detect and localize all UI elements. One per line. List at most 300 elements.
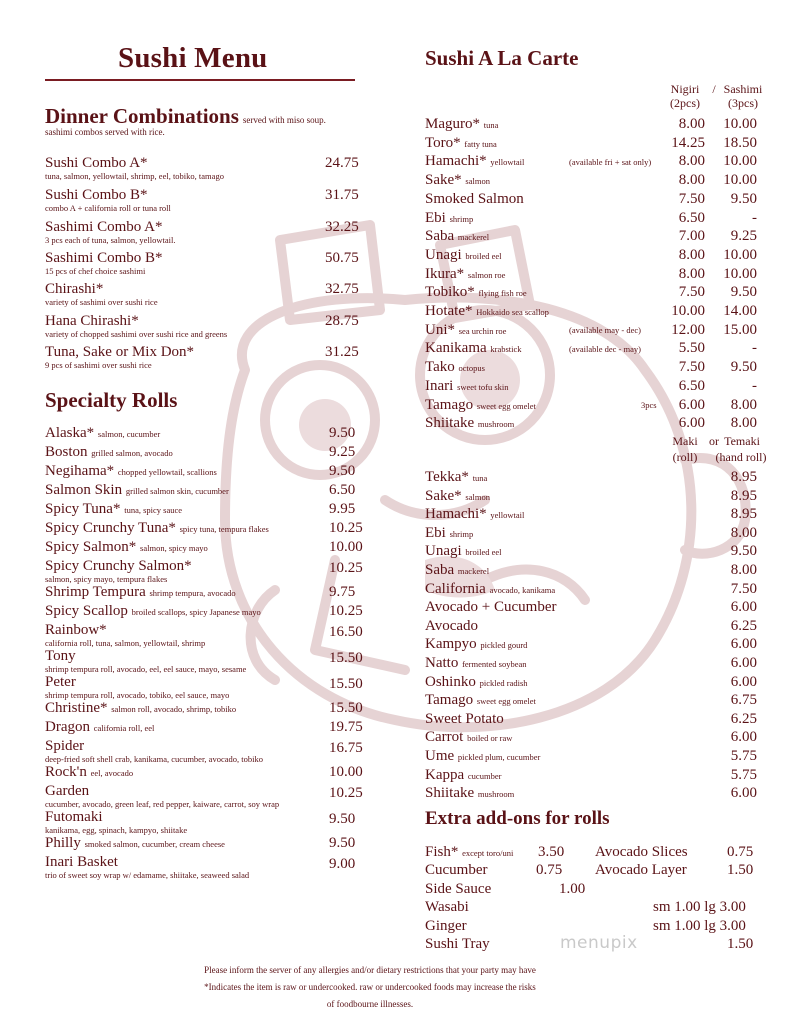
item-name-line <box>425 283 760 302</box>
item-desc: 9 pcs of sashimi over sushi rice <box>45 360 152 370</box>
item-price: 24.75 <box>325 155 359 171</box>
addon-side-sauce: Side Sauce <box>425 881 492 897</box>
item-name-line <box>45 539 361 556</box>
item-name: Maguro* <box>425 116 480 132</box>
addon-price: 1.50 <box>727 936 754 952</box>
sashimi-price: 9.25 <box>730 228 757 245</box>
menu-title: Sushi Menu <box>118 42 268 74</box>
item-name-line <box>425 171 760 190</box>
addon-avocado-layer: Avocado Layer <box>595 862 687 878</box>
item-desc: mushroom <box>477 419 515 430</box>
item-price: 6.50 <box>329 482 356 498</box>
a-la-carte-item <box>425 171 760 189</box>
item-name-line <box>425 524 760 543</box>
item-desc: eel, avocado <box>90 768 134 778</box>
item-name: Sashimi Combo B* <box>45 250 163 266</box>
sashimi-price: 9.50 <box>730 359 757 376</box>
item-availability-note: (available dec - may) <box>569 343 641 354</box>
item-name-line <box>425 396 760 415</box>
specialty-roll-item <box>45 622 361 648</box>
item-price: 9.50 <box>329 425 356 441</box>
item-desc: tuna <box>472 473 488 483</box>
item-name: Negihama* <box>45 463 115 479</box>
item-desc: octopus <box>458 363 485 374</box>
item-desc: yellowtail <box>490 157 525 168</box>
item-name-line <box>425 673 760 692</box>
specialty-roll-item <box>45 584 361 601</box>
item-name: Hotate* <box>425 303 473 319</box>
item-name-line <box>45 425 361 442</box>
item-desc: krabstick <box>490 344 522 355</box>
sashimi-price: 14.00 <box>723 303 757 319</box>
allergy-footer <box>120 962 620 1013</box>
item-desc: broiled scallops, spicy Japanese mayo <box>131 607 261 617</box>
maki-item <box>425 728 760 746</box>
item-name: Spicy Crunchy Salmon* <box>45 558 192 574</box>
item-name: Dragon <box>45 719 90 735</box>
item-name: Inari <box>425 377 454 394</box>
item-desc: shrimp <box>449 213 474 224</box>
maki-price: 8.00 <box>730 524 757 541</box>
maki-price: 8.00 <box>730 562 757 578</box>
maki-item <box>425 654 760 672</box>
item-name-line <box>45 719 361 736</box>
item-desc: spicy tuna, tempura flakes <box>179 524 269 534</box>
item-desc: salmon, spicy mayo <box>140 543 208 553</box>
dinner-item <box>45 155 361 181</box>
maki-price: 6.00 <box>730 673 757 690</box>
item-name: Tamago <box>425 396 474 413</box>
item-name: California <box>425 580 486 597</box>
item-name: Hana Chirashi* <box>45 313 139 329</box>
item-name: Sushi Combo B* <box>45 187 148 203</box>
specialty-roll-item <box>45 809 361 835</box>
a-la-carte-item <box>425 396 760 414</box>
specialty-roll-item <box>45 603 361 620</box>
item-name: Spicy Crunchy Tuna* <box>45 520 176 536</box>
dinner-item <box>45 219 361 245</box>
maki-price: 6.00 <box>730 655 757 671</box>
item-desc: sea urchin roe <box>458 325 507 336</box>
sashimi-price: 8.00 <box>730 415 757 432</box>
item-name-line <box>45 674 361 690</box>
a-la-carte-item <box>425 265 760 283</box>
addon-price: 3.50 <box>538 844 565 860</box>
item-desc: shrimp tempura, avocado <box>149 588 236 598</box>
item-name: Sushi Combo A* <box>45 155 148 171</box>
item-name: Sweet Potato <box>425 710 504 727</box>
sashimi-price: 9.50 <box>730 190 757 207</box>
nigiri-price: 7.50 <box>678 359 705 376</box>
item-desc: salmon, cucumber <box>97 429 161 439</box>
nigiri-price: 14.25 <box>671 134 705 151</box>
item-price: 9.50 <box>329 463 356 479</box>
item-desc: pickled radish <box>479 677 528 688</box>
item-subdesc: shrimp tempura roll, avocado, tobiko, eel sauce, mayo <box>45 690 230 700</box>
item-desc: combo A + california roll or tuna roll <box>45 203 171 213</box>
item-name: Shrimp Tempura <box>45 584 146 600</box>
item-desc: mackerel <box>457 566 490 576</box>
item-name: Sake* <box>425 172 462 189</box>
item-name: Sake* <box>425 487 462 504</box>
item-name: Hamachi* <box>425 153 487 170</box>
specialty-roll-item <box>45 674 361 700</box>
maki-price: 6.25 <box>730 710 757 727</box>
item-name: Shiitake <box>425 785 475 802</box>
item-name: Boston <box>45 444 88 460</box>
maki-price: 5.75 <box>730 748 757 764</box>
nigiri-header: Nigiri <box>670 82 700 96</box>
maki-item <box>425 524 760 542</box>
header-slash: / <box>712 82 716 96</box>
item-desc: shrimp <box>449 528 474 539</box>
maki-price: 6.00 <box>730 785 757 802</box>
addon-sushi-tray: Sushi Tray <box>425 936 490 952</box>
item-name: Rock'n <box>45 764 87 780</box>
maki-item <box>425 766 760 784</box>
maki-item <box>425 673 760 691</box>
maki-price: 8.95 <box>730 487 757 504</box>
maki-item <box>425 635 760 653</box>
menupix-watermark: menupix <box>560 933 638 953</box>
nigiri-price: 8.00 <box>678 153 705 170</box>
item-name-line <box>45 700 361 717</box>
nigiri-price: 6.00 <box>678 415 705 432</box>
item-subdesc: california roll, tuna, salmon, yellowtail, shrimp <box>45 638 206 648</box>
item-name-line <box>425 227 760 246</box>
item-name-line <box>425 766 760 785</box>
addon-price: sm 1.00 lg 3.00 <box>653 918 746 934</box>
maki-item <box>425 747 760 765</box>
sashimi-price: 10.00 <box>723 265 757 282</box>
item-desc: flying fish roe <box>478 288 527 299</box>
a-la-carte-item <box>425 246 760 264</box>
item-desc: broiled eel <box>465 547 502 558</box>
dinner-heading-text: Dinner Combinations <box>45 104 239 128</box>
item-desc: mackerel <box>457 232 490 243</box>
item-subdesc: trio of sweet soy wrap w/ edamame, shiitake, seaweed salad <box>45 870 250 880</box>
item-subdesc: deep-fried soft shell crab, kanikama, cucumber, avocado, tobiko <box>45 754 263 764</box>
item-name: Tamago <box>425 692 474 709</box>
addon-price: 0.75 <box>536 862 563 878</box>
item-name: Ikura* <box>425 265 465 282</box>
specialty-roll-item <box>45 482 361 499</box>
item-name-line <box>425 468 760 487</box>
maki-price: 6.00 <box>730 599 757 616</box>
item-name-line <box>45 520 361 537</box>
specialty-roll-item <box>45 463 361 480</box>
item-name: Kappa <box>425 766 465 783</box>
item-desc: salmon <box>465 176 490 187</box>
dinner-note-soup: served with miso soup. <box>242 115 326 125</box>
item-name: Smoked Salmon <box>425 190 524 207</box>
item-name-line <box>45 603 361 620</box>
item-price: 9.50 <box>329 835 356 851</box>
item-name-line <box>425 339 760 358</box>
item-name: Philly <box>45 835 81 851</box>
addon-cucumber: Cucumber <box>425 862 488 878</box>
item-name: Christine* <box>45 700 108 716</box>
item-name: Tony <box>45 648 76 664</box>
nigiri-price: 10.00 <box>671 303 705 319</box>
item-name-line <box>45 482 361 499</box>
item-name-line <box>425 654 760 673</box>
specialty-roll-item <box>45 783 361 809</box>
item-name: Spicy Scallop <box>45 603 128 619</box>
item-name: Salmon Skin <box>45 482 123 498</box>
item-name: Tobiko* <box>425 284 475 301</box>
item-desc: sweet egg omelet <box>476 400 536 411</box>
item-desc: chopped yellowtail, scallions <box>117 467 217 477</box>
item-name-line <box>45 648 361 664</box>
item-name-line <box>425 190 760 208</box>
item-price: 28.75 <box>325 313 359 329</box>
dinner-item <box>45 187 361 213</box>
item-availability-note: 3pcs <box>641 399 657 410</box>
addon-desc: except toro/uni <box>462 848 514 858</box>
item-desc: sweet tofu skin <box>457 381 509 392</box>
nigiri-price: 8.00 <box>678 172 705 189</box>
item-desc: fermented soybean <box>462 659 527 669</box>
item-name-line <box>425 358 760 377</box>
item-price: 31.25 <box>325 344 359 360</box>
item-name-line <box>425 134 760 153</box>
a-la-carte-item <box>425 358 760 376</box>
item-price: 32.75 <box>325 281 359 297</box>
item-price: 9.95 <box>329 501 356 517</box>
item-name: Unagi <box>425 246 462 263</box>
maki-price: 7.50 <box>730 580 757 597</box>
item-name-line <box>45 622 361 638</box>
item-name: Spicy Tuna* <box>45 501 121 517</box>
sashimi-price: 10.00 <box>723 246 757 263</box>
item-name: Kampyo <box>425 636 477 653</box>
item-desc: pickled plum, cucumber <box>457 752 541 762</box>
dinner-combinations-heading <box>45 105 375 128</box>
item-price: 10.25 <box>329 560 363 576</box>
item-desc: salmon roe <box>467 269 506 280</box>
addons-heading: Extra add-ons for rolls <box>425 808 610 829</box>
item-name-line <box>425 209 760 228</box>
maki-price: 6.00 <box>730 636 757 653</box>
addon-price: sm 1.00 lg 3.00 <box>653 899 746 915</box>
item-price: 15.50 <box>329 676 363 692</box>
a-la-carte-item <box>425 283 760 301</box>
nigiri-subheader: (2pcs) <box>670 96 700 110</box>
nigiri-price: 6.00 <box>678 396 705 413</box>
maki-price: 9.50 <box>730 543 757 560</box>
nigiri-price: 7.00 <box>678 228 705 245</box>
item-name-line <box>425 710 760 728</box>
item-desc: fatty tuna <box>464 138 497 149</box>
item-name: Alaska* <box>45 425 95 441</box>
addon-price: 1.00 <box>559 881 586 897</box>
sashimi-price: 15.00 <box>723 321 757 338</box>
dinner-item <box>45 250 361 276</box>
item-desc: grilled salmon skin, cucumber <box>125 486 229 496</box>
item-subdesc: shrimp tempura roll, avocado, eel, eel sauce, mayo, sesame <box>45 664 247 674</box>
item-name-line <box>425 728 760 747</box>
nigiri-price: 5.50 <box>678 340 705 357</box>
item-name-line <box>425 265 760 284</box>
item-name: Carrot <box>425 729 464 746</box>
item-name-line <box>425 377 760 396</box>
a-la-carte-item <box>425 152 760 170</box>
item-desc: california roll, eel <box>93 723 155 733</box>
nigiri-price: 12.00 <box>671 321 705 338</box>
item-name-line <box>425 784 760 803</box>
item-price: 10.00 <box>329 764 363 780</box>
dinner-item <box>45 313 361 339</box>
item-name: Toro* <box>425 134 461 151</box>
item-desc: tuna, spicy sauce <box>124 505 183 515</box>
item-name: Tuna, Sake or Mix Don* <box>45 344 195 360</box>
item-price: 16.50 <box>329 624 363 640</box>
item-name-line <box>45 584 361 601</box>
item-price: 9.25 <box>329 444 356 460</box>
specialty-roll-item <box>45 700 361 717</box>
maki-header: Maki <box>672 434 698 448</box>
item-price: 15.50 <box>329 650 363 666</box>
nigiri-price: 6.50 <box>678 377 705 394</box>
item-desc: sweet egg omelet <box>476 696 536 707</box>
item-name-line <box>425 115 760 134</box>
maki-price: 5.75 <box>730 766 757 783</box>
maki-item <box>425 580 760 598</box>
sashimi-header: Sashimi <box>723 82 763 96</box>
maki-price: 8.95 <box>730 506 757 523</box>
item-price: 16.75 <box>329 740 363 756</box>
maki-item <box>425 691 760 709</box>
item-desc: pickled gourd <box>480 640 528 651</box>
item-name-line <box>425 691 760 710</box>
addon-wasabi: Wasabi <box>425 899 469 915</box>
item-desc: broiled eel <box>465 250 502 261</box>
item-availability-note: (available may - dec) <box>569 325 641 335</box>
item-desc: Hokkaido sea scallop <box>476 307 549 317</box>
item-name-line <box>425 487 760 506</box>
item-desc: grilled salmon, avocado <box>91 448 173 458</box>
maki-item <box>425 561 760 579</box>
specialty-roll-item <box>45 444 361 461</box>
specialty-roll-item <box>45 835 361 852</box>
maki-item <box>425 468 760 486</box>
item-subdesc: cucumber, avocado, green leaf, red pepper, kaiware, carrot, soy wrap <box>45 799 280 809</box>
item-name-line <box>45 738 361 754</box>
item-name: Unagi <box>425 543 462 560</box>
item-name: Avocado + Cucumber <box>425 599 557 616</box>
item-price: 32.25 <box>325 219 359 235</box>
dinner-note-rice: sashimi combos served with rice. <box>45 127 165 137</box>
footer-line: *Indicates the item is raw or undercooked. raw or undercooked foods may increase the risks <box>204 982 536 992</box>
item-name: Chirashi* <box>45 281 104 297</box>
item-name-line <box>425 580 760 599</box>
specialty-roll-item <box>45 520 361 537</box>
item-name-line <box>425 152 760 171</box>
maki-item <box>425 710 760 728</box>
sashimi-price: 18.50 <box>723 134 757 151</box>
item-price: 19.75 <box>329 719 363 735</box>
item-name-line <box>425 617 760 635</box>
sashimi-price: - <box>752 377 757 394</box>
item-name-line <box>45 444 361 461</box>
item-desc: yellowtail <box>490 510 525 521</box>
specialty-rolls-heading: Specialty Rolls <box>45 388 178 412</box>
item-name-line <box>45 783 361 799</box>
specialty-roll-item <box>45 738 361 764</box>
item-name-line <box>45 835 361 852</box>
header-or: or <box>709 434 719 448</box>
item-name-line <box>45 854 361 870</box>
nigiri-price: 8.00 <box>678 246 705 263</box>
item-name: Futomaki <box>45 809 103 825</box>
a-la-carte-item <box>425 115 760 133</box>
item-desc: variety of chopped sashimi over sushi rice and greens <box>45 329 228 339</box>
item-name-line <box>425 635 760 654</box>
item-name-line <box>425 246 760 265</box>
item-name-line <box>45 764 361 781</box>
maki-item <box>425 505 760 523</box>
specialty-roll-item <box>45 648 361 674</box>
maki-subheader: (roll) <box>672 450 698 464</box>
item-name: Ebi <box>425 209 446 226</box>
item-name-line <box>425 505 760 524</box>
item-name-line <box>425 561 760 580</box>
nigiri-price: 7.50 <box>678 190 705 207</box>
footer-line: Please inform the server of any allergies and/or dietary restrictions that your party may have <box>204 965 536 975</box>
item-name-line <box>425 302 760 321</box>
sashimi-subheader: (3pcs) <box>728 96 758 110</box>
a-la-carte-heading: Sushi A La Carte <box>425 46 579 70</box>
item-desc: variety of sashimi over sushi rice <box>45 297 158 307</box>
item-subdesc: salmon, spicy mayo, tempura flakes <box>45 574 168 584</box>
nigiri-price: 6.50 <box>678 209 705 226</box>
specialty-roll-item <box>45 719 361 736</box>
item-price: 9.00 <box>329 856 356 872</box>
item-price: 10.25 <box>329 603 363 619</box>
item-desc: salmon roll, avocado, shrimp, tobiko <box>111 704 237 714</box>
title-divider <box>45 79 355 81</box>
item-availability-note: (available fri + sat only) <box>569 156 652 167</box>
maki-price: 6.00 <box>730 729 757 746</box>
specialty-roll-item <box>45 854 361 880</box>
sashimi-price: 8.00 <box>730 396 757 413</box>
maki-price: 6.25 <box>730 617 757 634</box>
item-name-line <box>425 414 760 433</box>
item-name: Ume <box>425 748 455 764</box>
addon-fish <box>425 843 513 861</box>
item-name-line <box>425 747 760 766</box>
maki-item <box>425 598 760 616</box>
sashimi-price: - <box>752 340 757 357</box>
specialty-roll-item <box>45 501 361 518</box>
nigiri-price: 8.00 <box>678 116 705 132</box>
item-price: 9.75 <box>329 584 356 600</box>
a-la-carte-item <box>425 339 760 357</box>
sashimi-price: 10.00 <box>723 172 757 189</box>
item-desc: avocado, kanikama <box>489 584 556 595</box>
item-name: Kanikama <box>425 340 487 357</box>
maki-price: 6.75 <box>730 692 757 709</box>
item-desc: mushroom <box>477 789 515 800</box>
sashimi-price: - <box>752 209 757 226</box>
item-name: Hamachi* <box>425 506 487 523</box>
item-name-line <box>425 321 760 340</box>
specialty-roll-item <box>45 539 361 556</box>
item-name: Oshinko <box>425 673 476 690</box>
maki-item <box>425 487 760 505</box>
nigiri-price: 8.00 <box>678 265 705 282</box>
